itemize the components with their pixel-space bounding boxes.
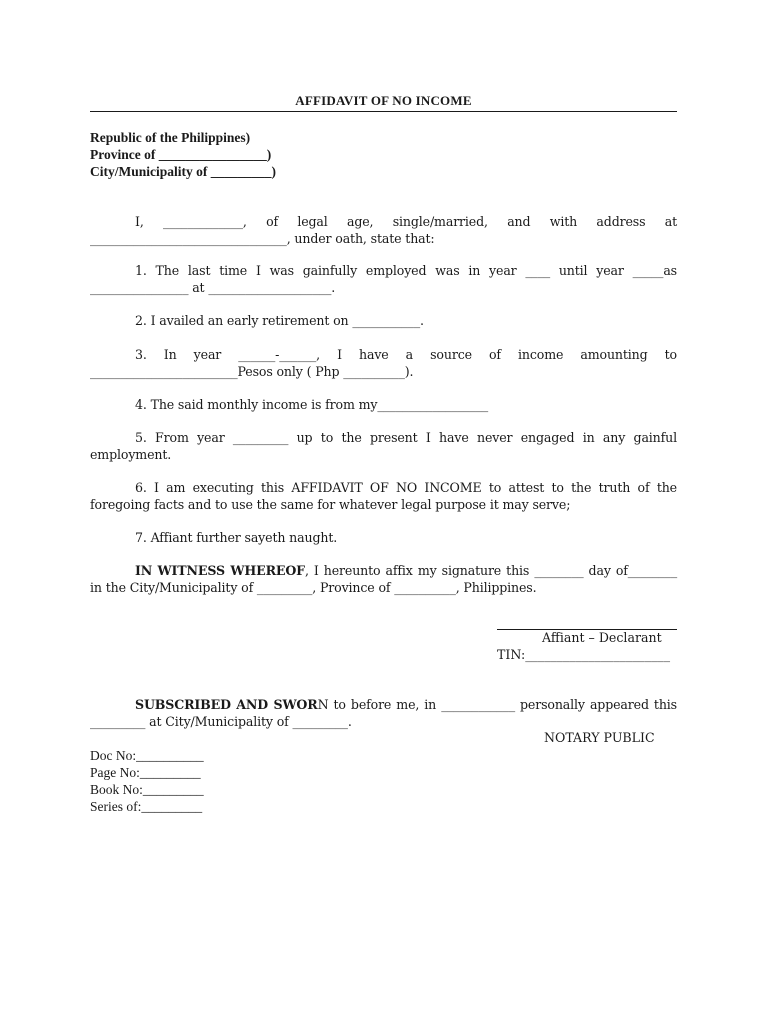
item-5: 5. From year _________ up to the present I have never engaged in any gainful employment. xyxy=(90,430,677,462)
doc-no-field: Doc No:__________ xyxy=(90,748,204,763)
venue-line: Province of ________________) xyxy=(90,147,272,162)
item-3: 3. In year ______-______, I have a source of income amounting to ________________________Pesos only ( Php __________). xyxy=(90,347,677,379)
book-no-field: Book No:_________ xyxy=(90,782,204,797)
item-4: 4. The said monthly income is from my__________________ xyxy=(135,397,489,412)
document-title: AFFIDAVIT OF NO INCOME xyxy=(295,93,472,108)
witness-paragraph xyxy=(90,563,677,596)
venue-block xyxy=(90,129,276,180)
item-1: 1. The last time I was gainfully employed was in year ____ until year _____as ________________ at ____________________. xyxy=(90,263,677,295)
notarial-entries xyxy=(90,747,204,815)
witness-lead: IN WITNESS WHEREOF xyxy=(135,563,305,578)
tin-field: TIN:_______________________ xyxy=(497,647,671,662)
affiant-label: Affiant – Declarant xyxy=(542,630,662,645)
item-2: 2. I availed an early retirement on ___________. xyxy=(135,313,424,328)
intro-paragraph: I, _____________, of legal age, single/married, and with address at ________________________________, under oath, state that: xyxy=(90,214,677,246)
notary-label: NOTARY PUBLIC xyxy=(544,730,655,745)
series-field: Series of:_________ xyxy=(90,799,203,814)
witness-text: , I hereunto affix my signature this ________ day of________ in the City/Municipality of _________, Province of __________, Philippines. xyxy=(90,563,677,595)
subscribed-paragraph xyxy=(90,697,677,730)
item-7: 7. Affiant further sayeth naught. xyxy=(135,530,338,545)
page-no-field: Page No:_________ xyxy=(90,765,201,780)
venue-line: City/Municipality of _________) xyxy=(90,164,276,179)
title-underline xyxy=(90,111,677,112)
subscribed-text: N to before me, in ____________ personally appeared this _________ at City/Municipality of _________. xyxy=(90,697,677,729)
venue-line: Republic of the Philippines) xyxy=(90,130,251,145)
item-6: 6. I am executing this AFFIDAVIT OF NO INCOME to attest to the truth of the foregoing facts and to use the same for whatever legal purpose it may serve; xyxy=(90,480,677,512)
subscribed-lead: SUBSCRIBED AND SWOR xyxy=(135,697,318,712)
